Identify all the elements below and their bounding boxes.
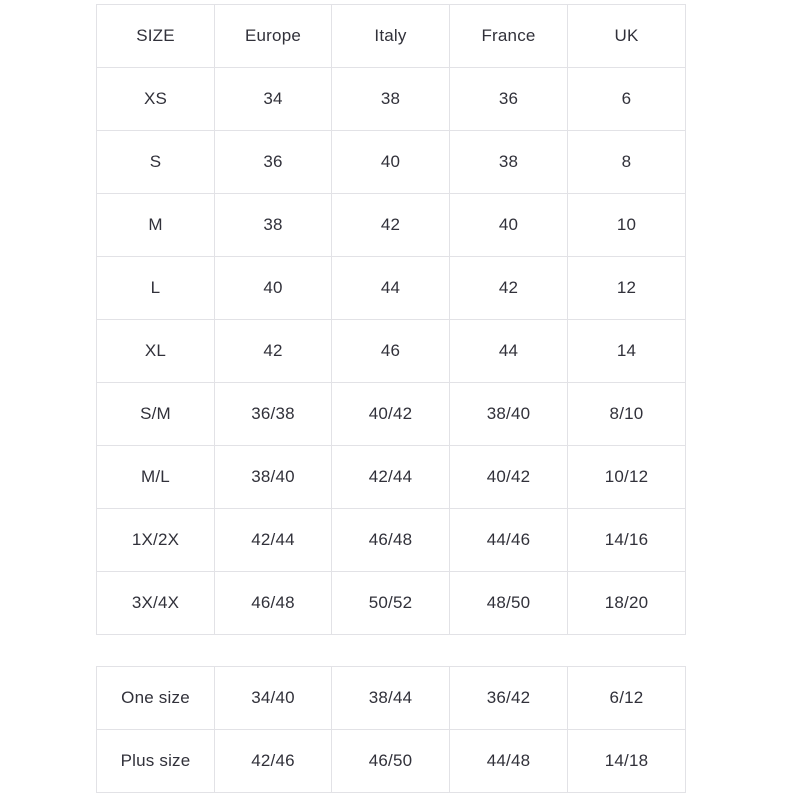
row-label: M [97,194,215,257]
column-header-italy: Italy [332,5,450,68]
table-row [97,446,686,509]
cell-france: 44/48 [450,730,568,793]
table-row [97,730,686,793]
row-label: Plus size [97,730,215,793]
cell-france: 38/40 [450,383,568,446]
row-label: M/L [97,446,215,509]
cell-france: 36/42 [450,667,568,730]
cell-italy: 46/48 [332,509,450,572]
main-size-table [96,4,686,635]
row-label: 1X/2X [97,509,215,572]
cell-italy: 40/42 [332,383,450,446]
row-label: S/M [97,383,215,446]
table-row [97,68,686,131]
table-row [97,194,686,257]
cell-italy: 42 [332,194,450,257]
cell-uk: 10/12 [568,446,686,509]
cell-france: 44 [450,320,568,383]
cell-france: 36 [450,68,568,131]
table-row [97,320,686,383]
cell-europe: 42/46 [215,730,332,793]
cell-europe: 46/48 [215,572,332,635]
cell-europe: 34 [215,68,332,131]
cell-france: 44/46 [450,509,568,572]
row-label: S [97,131,215,194]
cell-france: 40 [450,194,568,257]
cell-uk: 18/20 [568,572,686,635]
table-row [97,257,686,320]
cell-france: 40/42 [450,446,568,509]
cell-uk: 14 [568,320,686,383]
cell-europe: 38/40 [215,446,332,509]
table-row [97,509,686,572]
row-label: XS [97,68,215,131]
cell-uk: 6 [568,68,686,131]
cell-europe: 36 [215,131,332,194]
column-header-france: France [450,5,568,68]
cell-france: 42 [450,257,568,320]
cell-europe: 38 [215,194,332,257]
cell-uk: 10 [568,194,686,257]
cell-uk: 8/10 [568,383,686,446]
table-row [97,383,686,446]
cell-europe: 34/40 [215,667,332,730]
cell-italy: 38 [332,68,450,131]
row-label: XL [97,320,215,383]
cell-europe: 42 [215,320,332,383]
table-row [97,667,686,730]
table-header-row [97,5,686,68]
cell-italy: 46/50 [332,730,450,793]
column-header-uk: UK [568,5,686,68]
cell-france: 38 [450,131,568,194]
main-size-table-container [96,4,685,635]
secondary-size-table-container [96,666,685,793]
cell-uk: 14/16 [568,509,686,572]
cell-uk: 12 [568,257,686,320]
table-body [97,68,686,635]
column-header-europe: Europe [215,5,332,68]
cell-italy: 46 [332,320,450,383]
cell-uk: 8 [568,131,686,194]
secondary-size-table [96,666,686,793]
row-label: L [97,257,215,320]
cell-italy: 44 [332,257,450,320]
cell-europe: 40 [215,257,332,320]
table-body [97,667,686,793]
cell-uk: 14/18 [568,730,686,793]
cell-italy: 42/44 [332,446,450,509]
row-label: 3X/4X [97,572,215,635]
cell-italy: 50/52 [332,572,450,635]
table-header [97,5,686,68]
table-row [97,131,686,194]
row-label: One size [97,667,215,730]
cell-europe: 36/38 [215,383,332,446]
table-row [97,572,686,635]
cell-france: 48/50 [450,572,568,635]
cell-italy: 40 [332,131,450,194]
cell-europe: 42/44 [215,509,332,572]
column-header-size: SIZE [97,5,215,68]
cell-uk: 6/12 [568,667,686,730]
cell-italy: 38/44 [332,667,450,730]
